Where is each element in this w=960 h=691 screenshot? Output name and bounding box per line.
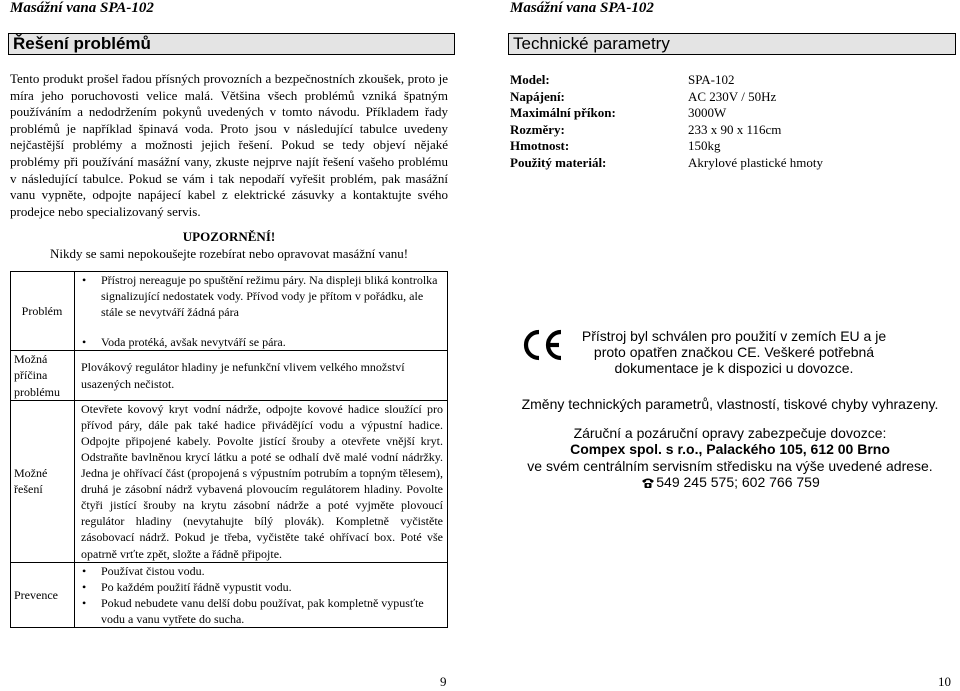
problem-list (81, 272, 443, 350)
company-address: Compex spol. s r.o., Palackého 105, 612 00 Brno (570, 441, 890, 458)
right-section-title: Technické parametry (508, 33, 956, 55)
warranty-line: Záruční a pozáruční opravy zabezpečuje dovozce: (573, 425, 887, 442)
label-problem: Problém (11, 272, 75, 351)
spec-label: Maximální příkon: (510, 105, 616, 121)
left-running-title: Masážní vana SPA-102 (10, 0, 154, 16)
spec-row (510, 122, 823, 139)
solution-cell: Otevřete kovový kryt vodní nádrže, odpojte kovové hadice sloužící pro přívod páry, dále pak také hadice přivádějící vodu a výpustní hadice. Odpojte připojené kabely. Povolte jistící šrouby a otevřete vnější kryt. Odstraňte bavlněnou krycí látku a poté se odhalí dvě malé vodní nádržky. Jedna je ohřívací část (propojená s výpustním potrubím a topným tělesem), druhá je zásobní nádrž vybavená plovoucím regulátorem hladiny. Povolte čtyři jistící šrouby na krytu zásobní nádrže a poté vyjměte plovoucí regulátor hladiny (nevytahujte bílý plovák). Kompletně vyčistěte zásobovací nádrž. Pokud je třeba, vyčistěte také ohřívací box. Poté vše opatrně vrťte zpět, složte a řádně připojte. (75, 400, 448, 562)
prevention-list (81, 563, 443, 627)
spec-row (510, 72, 823, 89)
problem-cell (75, 272, 448, 351)
spec-list (510, 72, 823, 172)
label-cause: Možná příčina problému (11, 351, 75, 400)
spec-value: SPA-102 (688, 72, 735, 87)
troubleshooting-table (10, 271, 448, 628)
label-prevention: Prevence (11, 562, 75, 627)
spec-row (510, 155, 823, 172)
right-running-title: Masážní vana SPA-102 (510, 0, 654, 16)
phone-line (500, 474, 960, 492)
importer-info (500, 396, 960, 492)
spec-value: Akrylové plastické hmoty (688, 154, 824, 170)
warning-block (10, 228, 448, 262)
spec-row (510, 138, 823, 155)
table-row-prevention (11, 562, 448, 627)
telephone-icon (640, 476, 656, 492)
spec-value: AC 230V / 50Hz (688, 88, 777, 104)
prevention-item: • Po každém použití řádně vypustit vodu. (81, 579, 443, 595)
spec-label: Použitý materiál: (510, 154, 607, 170)
spec-row (510, 89, 823, 106)
spec-value: 3000W (688, 105, 727, 121)
prevention-item: • Používat čistou vodu. (81, 563, 443, 579)
spec-value: 150kg (688, 138, 721, 154)
left-section-title: Řešení problémů (8, 33, 455, 55)
cause-cell: Plovákový regulátor hladiny je nefunkční vlivem velkého množství usazených nečistot. (75, 351, 448, 400)
spec-label: Napájení: (510, 88, 565, 104)
table-row-solution (11, 400, 448, 562)
problem-item: • Voda protéká, avšak nevytváří se pára. (81, 334, 443, 350)
phone-numbers: 549 245 575; 602 766 759 (656, 473, 820, 490)
table-row-problem (11, 272, 448, 351)
spec-value: 233 x 90 x 116cm (688, 121, 782, 137)
spec-label: Rozměry: (510, 121, 565, 137)
ce-mark-icon (520, 328, 564, 367)
problem-item: • Přístroj nereaguje po spuštění režimu páry. Na displeji bliká kontrolka signalizující nedostatek vody. Přívod vody je přítom v pořádku, ale stále se nevytváří žádná pára (81, 272, 443, 320)
ce-certification-text: Přístroj byl schválen pro použití v zemích EU a je proto opatřen značkou CE. Veškeré potřebná dokumentace je k dispozici u dovozce. (581, 328, 887, 377)
table-row-cause (11, 351, 448, 400)
left-page-number: 9 (440, 674, 447, 689)
warranty-service-line: ve svém centrálním servisním středisku na výše uvedené adrese. (527, 457, 933, 474)
changes-notice: Změny technických parametrů, vlastností, tiskové chyby vyhrazeny. (521, 396, 939, 412)
spec-row (510, 105, 823, 122)
warning-title: UPOZORNĚNÍ! (182, 229, 276, 244)
spec-label: Hmotnost: (510, 138, 570, 154)
prevention-cell (75, 562, 448, 627)
warning-text: Nikdy se sami nepokoušejte rozebírat nebo opravovat masážní vanu! (49, 246, 409, 261)
right-page-number: 10 (938, 674, 951, 689)
spec-label: Model: (510, 72, 550, 87)
label-solution: Možné řešení (11, 400, 75, 562)
prevention-item: • Pokud nebudete vanu delší dobu používat, pak kompletně vypusťte vodu a vanu vytřete do sucha. (81, 595, 443, 627)
intro-paragraph: Tento produkt prošel řadou přísných provozních a bezpečnostních zkoušek, proto je míra jeho poruchovosti velice malá. Většina všech problémů vzniká špatným používáním a nedodržením pokynů uvedených v tomto návodu. Příkladem řady problémů je například špinavá voda. Proto jsou v následující tabulce uvedeny nejčastější problémy a možnosti jejich řešení. Pokud se tedy objeví nějaké problémy při používání masážní vany, zkuste nejprve najít řešení vašeho problému v následující tabulce. Pokud se vám i tak nepodaří vyřešit problém, pak masážní vanu vypněte, odpojte napájecí kabel z elektrické zásuvky a kontaktujte svého prodejce nebo specializovaný servis. (10, 71, 448, 219)
